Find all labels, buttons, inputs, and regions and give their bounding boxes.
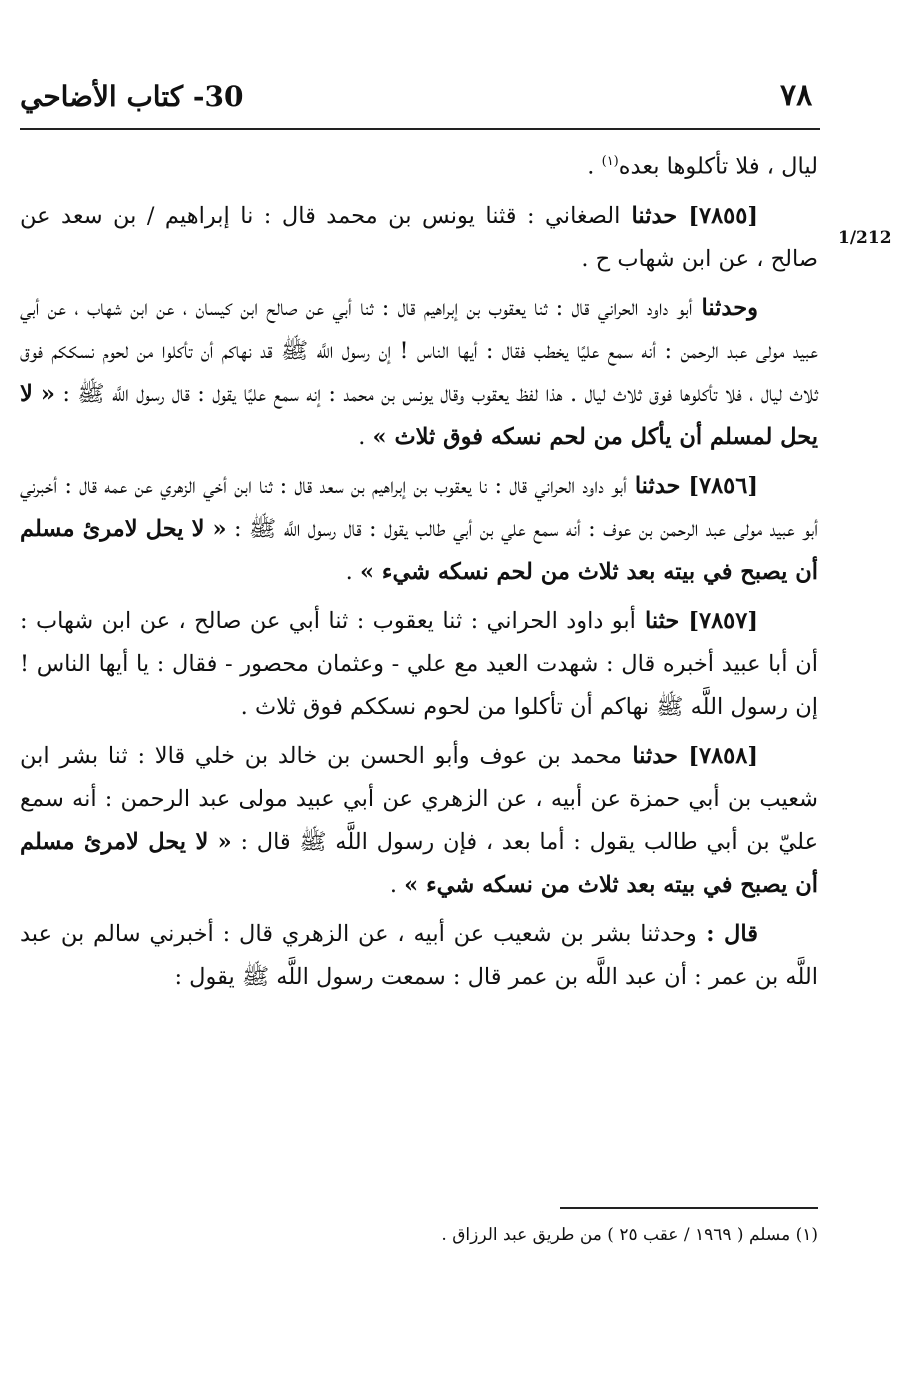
lead-word: حدثنا: [620, 202, 678, 229]
paragraph-text: ليال ، فلا تأكلوها بعده: [618, 153, 818, 180]
paragraph-text: أبو داود الحراني : ثنا يعقوب : ثنا أبي عن صالح ، عن ابن شهاب : أن أبا عبيد أخبره قال : شهدت العيد مع علي - وعثمان محصور - فقال : يا أيها الناس ! إن رسول اللَّه ﷺ نهاكم أن تأكلوا من لحوم نسككم فوق ثلاث .: [20, 607, 818, 720]
paragraph-text: محمد بن عوف وأبو الحسن بن خالد بن خلي قالا : ثنا بشر ابن شعيب بن أبي حمزة عن أبيه ، عن الزهري عن أبي عبيد مولى عبد الرحمن : أنه سمع عليّ بن أبي طالب يقول : أما بعد ، فإن رسول اللَّه ﷺ قال :: [20, 742, 819, 855]
paragraph: [20, 735, 818, 907]
lead-word: وحدثنا: [692, 294, 759, 321]
paragraph: [20, 465, 818, 594]
paragraph: [20, 195, 818, 281]
lead-word: حثنا: [635, 607, 680, 634]
paragraph-tail: .: [389, 871, 405, 898]
lead-word: حدثنا: [621, 742, 678, 769]
hadith-number: [٧٨٥٥]: [677, 202, 759, 229]
paragraph: [20, 600, 818, 729]
hadith-quote: « لا يحل لامرئ مسلم أن يصبح في بيته بعد ثلاث من لحم نسكه شيء »: [20, 515, 818, 585]
hadith-number: [٧٨٥٨]: [677, 742, 758, 769]
footnote-marker: (١): [601, 154, 619, 169]
footnote: (١) مسلم ( ١٩٦٩ / عقب ٢٥ ) من طريق عبد الرزاق .: [441, 1225, 818, 1245]
paragraph-text: الصغاني : قثنا يونس بن محمد قال : نا إبراهيم / بن سعد عن صالح ، عن ابن شهاب ح .: [20, 202, 818, 272]
header-rule: [20, 128, 820, 130]
paragraph-tail: .: [358, 423, 373, 450]
footnote-rule: [560, 1207, 818, 1209]
hadith-quote: « لا يحل لمسلم أن يأكل من لحم نسكه فوق ثلاث »: [20, 380, 818, 450]
paragraph-tail: .: [587, 153, 602, 180]
paragraph-text: أبو داود الحراني قال : نا يعقوب بن إبراهيم بن سعد قال : ثنا ابن أخي الزهري عن عمه قال : أخبرني أبو عبيد مولى عبد الرحمن بن عوف : أنه سمع علي بن أبي طالب يقول : قال رسول اللَّه ﷺ :: [20, 472, 818, 542]
body-text: [20, 140, 818, 1005]
hadith-quote: « لا يحل لامرئ مسلم أن يصبح في بيته بعد ثلاث من نسكه شيء »: [20, 828, 818, 898]
hadith-number: [٧٨٥٧]: [679, 607, 759, 634]
paragraph-text: وحدثنا بشر بن شعيب عن أبيه ، عن الزهري قال : أخبرني سالم بن عبد اللَّه بن عمر : أن عبد اللَّه بن عمر قال : سمعت رسول اللَّه ﷺ يقول :: [20, 920, 818, 990]
paragraph: [20, 140, 818, 189]
lead-word: حدثنا: [626, 472, 681, 499]
lead-word: قال :: [696, 920, 759, 947]
running-title: 30- كتاب الأضاحي: [20, 80, 244, 113]
paragraph: [20, 913, 818, 999]
page-number: ٧٨: [780, 78, 813, 113]
margin-note: 1/212: [838, 228, 892, 248]
paragraph-tail: .: [345, 558, 360, 585]
paragraph-text: أبو داود الحراني قال : ثنا يعقوب بن إبراهيم قال : ثنا أبي عن صالح ابن كيسان ، عن ابن شهاب ، عن أبي عبيد مولى عبد الرحمن : أنه سمع عليًا يخطب فقال : أيها الناس ! إن رسول اللَّه ﷺ قد نهاكم أن تأكلوا من لحوم نسككم فوق ثلاث ليال ، فلا تأكلوها فوق ثلاث ليال . هذا لفظ يعقوب وقال يونس بن محمد : إنه سمع عليًا يقول : قال رسول اللَّه ﷺ :: [20, 294, 818, 407]
paragraph: [20, 287, 818, 459]
hadith-number: [٧٨٥٦]: [680, 472, 758, 499]
